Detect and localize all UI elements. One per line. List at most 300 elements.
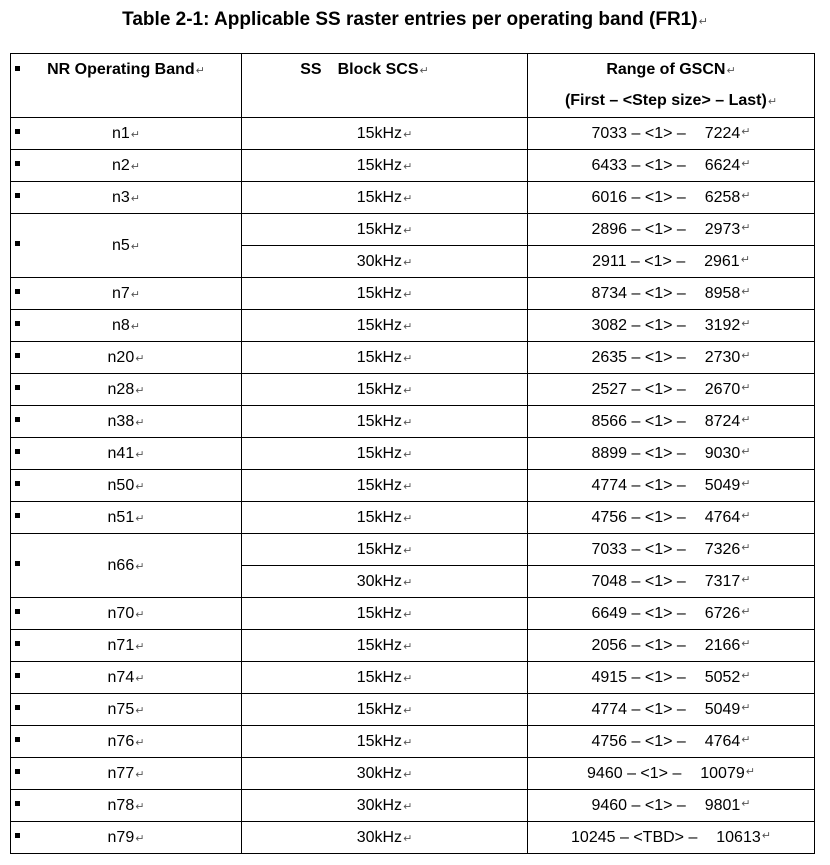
paragraph-mark: ↵ [741,285,751,298]
table-row [11,406,815,438]
scs-value: 15kHz [356,124,403,142]
paragraph-mark: ↵ [135,608,145,621]
table-row [11,630,815,662]
bullet-marker [15,705,20,710]
table-row [11,694,815,726]
gscn-range-cell: 8899 – <1> – 9030 ↵ [528,438,815,470]
gscn-last: 7224 [704,124,741,142]
gscn-range-cell: 4774 – <1> – 5049 ↵ [528,470,815,502]
paragraph-mark: ↵ [403,672,413,685]
gscn-step: <1> [644,316,673,334]
gscn-first: 6649 [591,604,628,622]
scs-value: 15kHz [356,508,403,526]
gscn-last: 6726 [704,604,741,622]
scs-value: 15kHz [356,348,403,366]
band-name: n78 [107,796,135,814]
band-cell [11,278,242,310]
scs-cell [242,438,528,470]
bullet-marker [15,193,20,198]
paragraph-mark: ↵ [741,733,751,746]
paragraph-mark: ↵ [130,240,140,253]
gscn-step: <1> [644,540,673,558]
bullet-marker [15,353,20,358]
paragraph-mark: ↵ [741,669,751,682]
scs-value: 30kHz [356,796,403,814]
gscn-first: 4774 [591,476,628,494]
band-cell [11,182,242,214]
band-name: n41 [107,444,135,462]
band-cell [11,758,242,790]
band-cell [11,310,242,342]
gscn-step: <1> [644,508,673,526]
paragraph-mark: ↵ [135,384,145,397]
table-row [11,662,815,694]
bullet-marker [15,449,20,454]
bullet-marker [15,289,20,294]
scs-cell [242,566,528,598]
gscn-last: 6258 [704,188,741,206]
gscn-range-cell: 4756 – <1> – 4764 ↵ [528,726,815,758]
scs-value: 15kHz [356,732,403,750]
paragraph-mark: ↵ [135,352,145,365]
band-name: n51 [107,508,135,526]
paragraph-mark: ↵ [761,829,771,842]
table-row [11,502,815,534]
paragraph-mark: ↵ [135,560,145,573]
gscn-first: 7033 [591,124,628,142]
table-header-row [11,54,815,118]
gscn-step: <1> [644,476,673,494]
band-name: n75 [107,700,135,718]
gscn-first: 4774 [591,700,628,718]
scs-cell [242,630,528,662]
scs-cell [242,822,528,854]
gscn-range-cell: 4756 – <1> – 4764 ↵ [528,502,815,534]
gscn-last: 8958 [704,284,741,302]
gscn-step: <1> [644,348,673,366]
gscn-step: <1> [644,220,673,238]
gscn-step: <1> [644,732,673,750]
scs-cell [242,182,528,214]
scs-cell [242,758,528,790]
gscn-last: 3192 [704,316,741,334]
header-scs-ss: SS [300,61,322,78]
gscn-step: <1> [640,764,669,782]
band-cell [11,534,242,598]
band-name: n7 [111,284,130,302]
table-row [11,310,815,342]
paragraph-mark: ↵ [130,288,140,301]
gscn-first: 8566 [591,412,628,430]
gscn-range-cell: 3082 – <1> – 3192 ↵ [528,310,815,342]
gscn-first: 8899 [591,444,628,462]
table-row [11,182,815,214]
gscn-step: <1> [644,444,673,462]
gscn-step: <TBD> [633,828,685,846]
paragraph-mark: ↵ [130,128,140,141]
gscn-step: <1> [644,188,673,206]
gscn-step: <1> [644,412,673,430]
table-row [11,726,815,758]
bullet-marker [15,641,20,646]
band-name: n20 [107,348,135,366]
band-name: n71 [107,636,135,654]
gscn-last: 2166 [704,636,741,654]
gscn-range-cell: 6433 – <1> – 6624 ↵ [528,150,815,182]
gscn-range-cell: 2056 – <1> – 2166 ↵ [528,630,815,662]
paragraph-mark: ↵ [135,640,145,653]
scs-value: 15kHz [356,540,403,558]
band-cell [11,150,242,182]
gscn-last: 2973 [704,220,741,238]
bullet-marker [15,66,20,71]
scs-value: 30kHz [356,828,403,846]
gscn-step: <1> [644,124,673,142]
band-name: n1 [111,124,130,142]
bullet-marker [15,481,20,486]
gscn-step: <1> [644,668,673,686]
bullet-marker [15,385,20,390]
gscn-step: <1> [644,572,673,590]
gscn-last: 9801 [704,796,741,814]
band-name: n79 [107,828,135,846]
band-cell [11,374,242,406]
paragraph-mark: ↵ [741,221,751,234]
paragraph-mark: ↵ [135,512,145,525]
gscn-range-cell: 2635 – <1> – 2730 ↵ [528,342,815,374]
table-row [11,598,815,630]
paragraph-mark: ↵ [403,800,413,813]
band-name: n2 [111,156,130,174]
paragraph-mark: ↵ [135,800,145,813]
table-row [11,214,815,246]
bullet-marker [15,513,20,518]
paragraph-mark: ↵ [741,317,751,330]
paragraph-mark: ↵ [741,125,751,138]
scs-cell [242,502,528,534]
band-cell [11,598,242,630]
paragraph-mark: ↵ [741,797,751,810]
scs-value: 15kHz [356,156,403,174]
gscn-first: 3082 [591,316,628,334]
scs-cell [242,470,528,502]
paragraph-mark: ↵ [403,128,413,141]
gscn-range-cell: 2911 – <1> – 2961 ↵ [528,246,815,278]
bullet-marker [15,561,20,566]
paragraph-mark: ↵ [130,192,140,205]
gscn-range-cell: 2896 – <1> – 2973 ↵ [528,214,815,246]
header-range-line2: (First – <Step size> – Last) [564,92,767,109]
gscn-range-cell: 6649 – <1> – 6726 ↵ [528,598,815,630]
scs-value: 15kHz [356,476,403,494]
gscn-step: <1> [644,380,673,398]
scs-value: 30kHz [356,572,403,590]
bullet-marker [15,673,20,678]
gscn-step: <1> [644,284,673,302]
paragraph-mark: ↵ [403,832,413,845]
gscn-last: 10613 [716,828,761,846]
gscn-range-cell: 4915 – <1> – 5052 ↵ [528,662,815,694]
scs-cell [242,790,528,822]
scs-value: 15kHz [356,380,403,398]
paragraph-mark: ↵ [403,352,413,365]
scs-cell [242,342,528,374]
paragraph-mark: ↵ [403,448,413,461]
bullet-marker [15,801,20,806]
table-row [11,118,815,150]
header-scs-cell: SS Block SCS↵ [242,54,528,118]
paragraph-mark: ↵ [403,160,413,173]
band-cell [11,790,242,822]
gscn-last: 9030 [704,444,741,462]
gscn-last: 7317 [704,572,741,590]
band-cell [11,694,242,726]
gscn-first: 10245 [571,828,616,846]
scs-value: 15kHz [356,284,403,302]
paragraph-mark: ↵ [403,544,413,557]
gscn-range-cell: 9460 – <1> – 10079 ↵ [528,758,815,790]
bullet-marker [15,321,20,326]
scs-value: 15kHz [356,700,403,718]
paragraph-mark: ↵ [741,477,751,490]
gscn-range-cell: 2527 – <1> – 2670 ↵ [528,374,815,406]
gscn-first: 4756 [591,732,628,750]
paragraph-mark: ↵ [135,448,145,461]
gscn-last: 7326 [704,540,741,558]
paragraph-mark: ↵ [403,288,413,301]
band-cell [11,726,242,758]
paragraph-mark: ↵ [403,384,413,397]
table-row [11,790,815,822]
gscn-last: 5052 [704,668,741,686]
gscn-first: 7033 [591,540,628,558]
scs-cell [242,598,528,630]
table-row [11,438,815,470]
scs-cell [242,310,528,342]
header-range-line1: Range of GSCN [606,61,726,78]
gscn-first: 2911 [592,252,627,270]
table-row [11,534,815,566]
band-name: n28 [107,380,135,398]
scs-value: 15kHz [356,604,403,622]
paragraph-mark: ↵ [135,832,145,845]
gscn-last: 8724 [704,412,741,430]
bullet-marker [15,737,20,742]
gscn-last: 10079 [700,764,745,782]
scs-value: 15kHz [356,316,403,334]
paragraph-mark: ↵ [741,541,751,554]
gscn-range-cell: 10245 – <TBD> – 10613 ↵ [528,822,815,854]
paragraph-mark: ↵ [403,512,413,525]
gscn-first: 9460 [591,796,628,814]
gscn-last: 2670 [704,380,741,398]
band-name: n77 [107,764,135,782]
scs-cell [242,694,528,726]
gscn-range-cell: 4774 – <1> – 5049 ↵ [528,694,815,726]
scs-value: 15kHz [356,188,403,206]
scs-cell [242,278,528,310]
paragraph-mark: ↵ [741,189,751,202]
band-cell [11,470,242,502]
table-row [11,342,815,374]
paragraph-mark: ↵ [135,672,145,685]
scs-value: 15kHz [356,444,403,462]
gscn-last: 4764 [704,732,741,750]
gscn-last: 6624 [704,156,741,174]
paragraph-mark: ↵ [135,704,145,717]
band-name: n76 [107,732,135,750]
scs-cell [242,406,528,438]
gscn-first: 7048 [591,572,628,590]
band-name: n74 [107,668,135,686]
bullet-marker [15,769,20,774]
bullet-marker [15,417,20,422]
gscn-step: <1> [644,796,673,814]
table-title: Table 2-1: Applicable SS raster entries per operating band (FR1)↵ [122,9,708,30]
paragraph-mark: ↵ [403,704,413,717]
paragraph-mark: ↵ [135,480,145,493]
gscn-step: <1> [644,636,673,654]
scs-cell [242,534,528,566]
bullet-marker [15,241,20,246]
paragraph-mark: ↵ [741,573,751,586]
paragraph-mark: ↵ [135,768,145,781]
header-range-cell: Range of GSCN↵ (First – <Step size> – Last)↵ [528,54,815,118]
gscn-step: <1> [644,252,672,270]
gscn-step: <1> [644,700,673,718]
gscn-first: 4756 [591,508,628,526]
header-band-cell: NR Operating Band↵ [11,54,242,118]
paragraph-mark: ↵ [745,765,755,778]
gscn-first: 6433 [591,156,628,174]
paragraph-mark: ↵ [130,160,140,173]
bullet-marker [15,833,20,838]
gscn-first: 8734 [591,284,628,302]
scs-cell [242,150,528,182]
gscn-first: 6016 [591,188,628,206]
bullet-marker [15,129,20,134]
paragraph-mark: ↵ [741,381,751,394]
scs-cell [242,246,528,278]
paragraph-mark: ↵ [135,416,145,429]
paragraph-mark: ↵ [740,253,750,266]
paragraph-mark: ↵ [741,701,751,714]
gscn-first: 2896 [591,220,628,238]
band-name: n5 [111,236,130,254]
table-row [11,470,815,502]
scs-value: 30kHz [356,252,403,270]
gscn-range-cell: 9460 – <1> – 9801 ↵ [528,790,815,822]
gscn-step: <1> [644,156,673,174]
paragraph-mark: ↵ [741,349,751,362]
paragraph-mark: ↵ [741,445,751,458]
gscn-step: <1> [644,604,673,622]
scs-value: 15kHz [356,668,403,686]
gscn-last: 2961 [704,252,740,270]
paragraph-mark: ↵ [403,192,413,205]
gscn-range-cell: 8734 – <1> – 8958 ↵ [528,278,815,310]
header-scs-block: Block SCS [337,61,419,78]
gscn-range-cell: 7048 – <1> – 7317 ↵ [528,566,815,598]
table-row [11,758,815,790]
band-name: n38 [107,412,135,430]
scs-value: 15kHz [356,636,403,654]
paragraph-mark: ↵ [403,224,413,237]
gscn-last: 5049 [704,476,741,494]
gscn-last: 2730 [704,348,741,366]
scs-cell [242,118,528,150]
gscn-first: 2527 [591,380,628,398]
band-name: n66 [107,556,135,574]
paragraph-mark: ↵ [403,416,413,429]
table-row [11,150,815,182]
table-row [11,374,815,406]
gscn-last: 4764 [704,508,741,526]
scs-value: 30kHz [356,764,403,782]
band-cell [11,662,242,694]
band-cell [11,406,242,438]
paragraph-mark: ↵ [741,509,751,522]
paragraph-mark: ↵ [403,480,413,493]
band-name: n3 [111,188,130,206]
paragraph-mark: ↵ [403,736,413,749]
band-cell [11,118,242,150]
gscn-first: 2056 [591,636,628,654]
band-name: n50 [107,476,135,494]
paragraph-mark: ↵ [403,640,413,653]
scs-value: 15kHz [356,220,403,238]
scs-cell [242,214,528,246]
bullet-marker [15,161,20,166]
gscn-last: 5049 [704,700,741,718]
gscn-first: 2635 [591,348,628,366]
gscn-first: 9460 [587,764,623,782]
gscn-first: 4915 [591,668,628,686]
paragraph-mark: ↵ [698,16,708,28]
band-cell [11,630,242,662]
band-cell [11,822,242,854]
band-cell [11,438,242,470]
gscn-range-cell: 7033 – <1> – 7224 ↵ [528,118,815,150]
paragraph-mark: ↵ [403,576,413,589]
paragraph-mark: ↵ [403,256,413,269]
band-cell [11,502,242,534]
paragraph-mark: ↵ [741,413,751,426]
band-cell [11,214,242,278]
gscn-range-cell: 7033 – <1> – 7326 ↵ [528,534,815,566]
band-name: n8 [111,316,130,334]
paragraph-mark: ↵ [403,320,413,333]
paragraph-mark: ↵ [403,768,413,781]
paragraph-mark: ↵ [741,605,751,618]
gscn-range-cell: 8566 – <1> – 8724 ↵ [528,406,815,438]
header-band: NR Operating Band [47,61,195,78]
band-name: n70 [107,604,135,622]
scs-cell [242,726,528,758]
bullet-marker [15,609,20,614]
paragraph-mark: ↵ [135,736,145,749]
scs-cell [242,662,528,694]
table-row [11,278,815,310]
scs-cell [242,374,528,406]
ss-raster-table [10,53,815,854]
table-row [11,822,815,854]
band-cell [11,342,242,374]
paragraph-mark: ↵ [741,637,751,650]
scs-value: 15kHz [356,412,403,430]
paragraph-mark: ↵ [403,608,413,621]
paragraph-mark: ↵ [741,157,751,170]
